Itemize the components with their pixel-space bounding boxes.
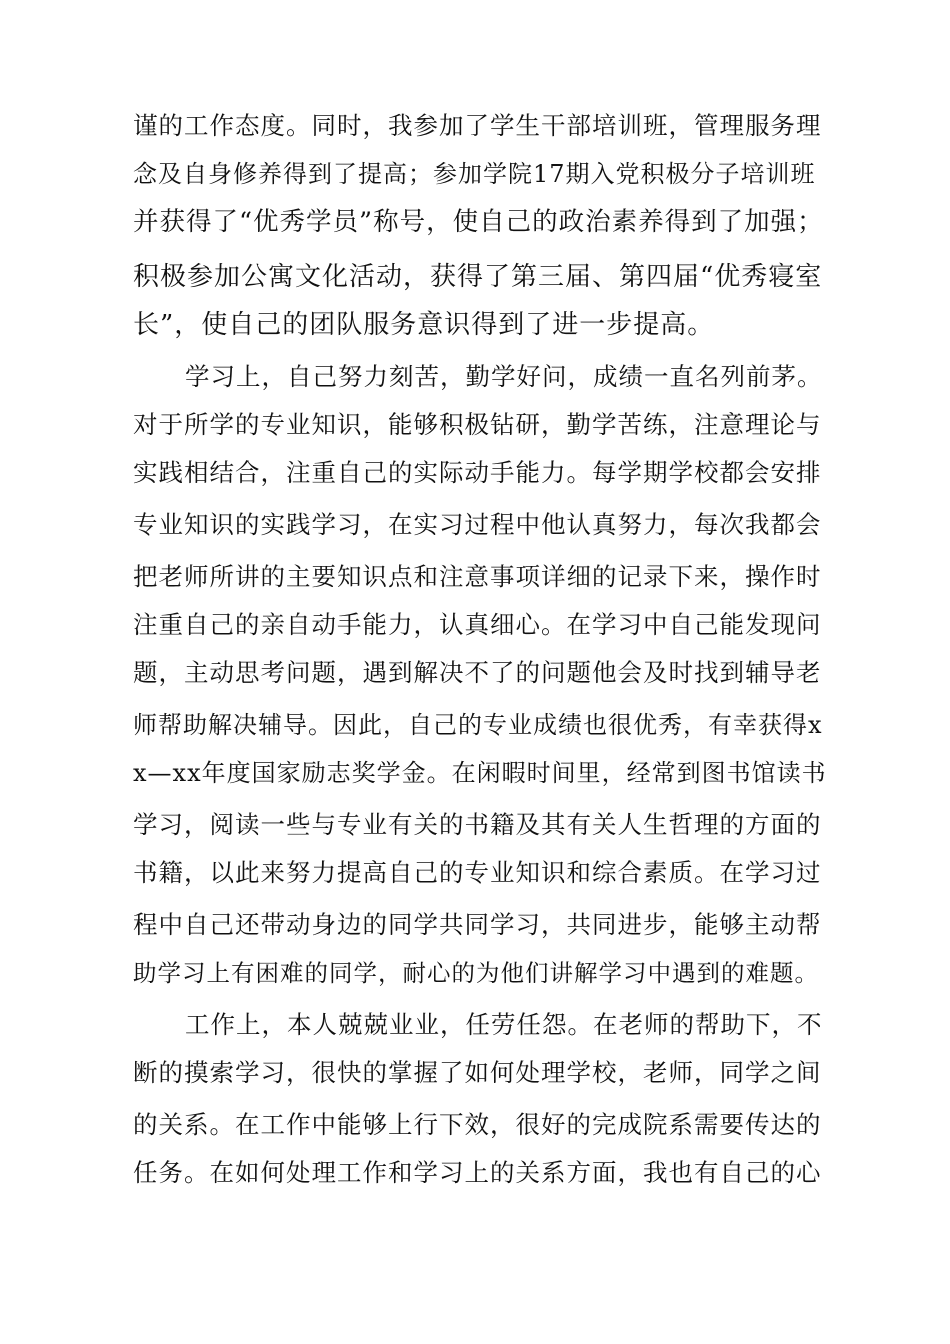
text-line: 学习，阅读一些与专业有关的书籍及其有关人生哲理的方面的 [133, 810, 822, 839]
text-line: 任务。在如何处理工作和学习上的关系方面，我也有自己的心 [133, 1158, 822, 1187]
text-line: 把老师所讲的主要知识点和注意事项详细的记录下来，操作时 [133, 562, 822, 591]
text-line: x—xx年度国家励志奖学金。在闲暇时间里，经常到图书馆读书 [133, 759, 827, 787]
paragraph-start-line: 学习上，自己努力刻苦，勤学好问，成绩一直名列前茅。 [185, 362, 823, 391]
text-line: 对于所学的专业知识，能够积极钻研，勤学苦练，注意理论与 [133, 410, 822, 439]
text-line: 断的摸索学习，很快的掌握了如何处理学校，老师，同学之间 [133, 1058, 822, 1087]
text-line: 书籍，以此来努力提高自己的专业知识和综合素质。在学习过 [133, 858, 822, 887]
text-line: 题，主动思考问题，遇到解决不了的问题他会及时找到辅导老 [133, 658, 822, 687]
text-line: 注重自己的亲自动手能力，认真细心。在学习中自己能发现问 [133, 610, 822, 639]
text-line: 并获得了“优秀学员”称号，使自己的政治素养得到了加强； [133, 207, 824, 237]
text-line: 长”，使自己的团队服务意识得到了进一步提高。 [133, 310, 715, 340]
text-line: 专业知识的实践学习，在实习过程中他认真努力，每次我都会 [133, 510, 822, 539]
text-line: 积极参加公寓文化活动，获得了第三届、第四届“优秀寝室 [133, 262, 823, 292]
text-line: 师帮助解决辅导。因此，自己的专业成绩也很优秀，有幸获得x [133, 711, 823, 739]
text-line: 念及自身修养得到了提高；参加学院17期入党积极分子培训班 [133, 160, 816, 188]
text-line: 程中自己还带动身边的同学共同学习，共同进步，能够主动帮 [133, 910, 822, 939]
paragraph-start-line: 工作上，本人兢兢业业，任劳任怨。在老师的帮助下，不 [185, 1010, 823, 1039]
text-line: 的关系。在工作中能够上行下效，很好的完成院系需要传达的 [133, 1110, 822, 1139]
text-line: 助学习上有困难的同学，耐心的为他们讲解学习中遇到的难题。 [133, 959, 819, 987]
text-line: 谨的工作态度。同时，我参加了学生干部培训班，管理服务理 [133, 111, 822, 140]
text-line: 实践相结合，注重自己的实际动手能力。每学期学校都会安排 [133, 458, 822, 487]
